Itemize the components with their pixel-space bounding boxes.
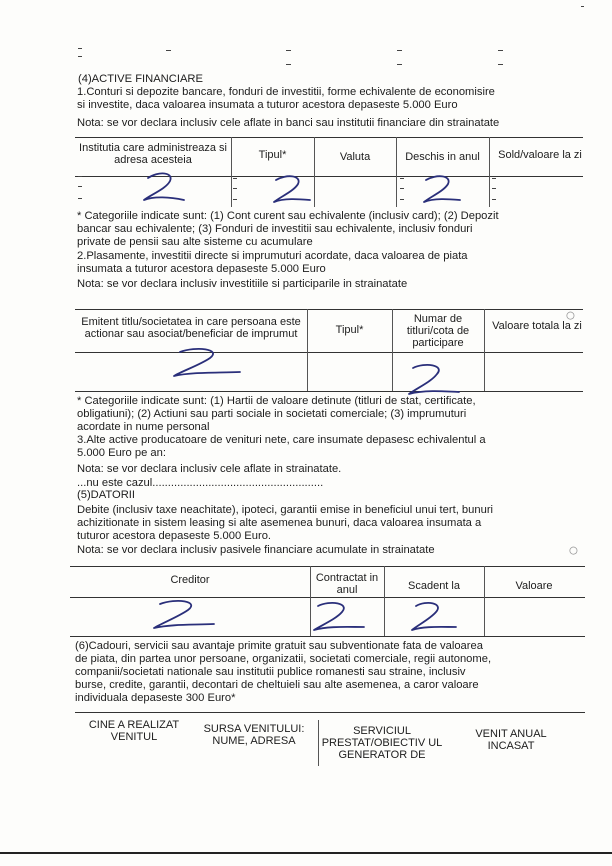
section4-p3-line2: 5.000 Euro pe an: [77,447,166,459]
scan-mark [498,64,503,65]
scan-mark [581,6,584,7]
section5-p-line2: achizitionate in sistem leasing si alte asemenea bunuri, daca valoarea insumata a [77,517,482,529]
section4-p2-line2: insumata a tuturor acestora depaseste 5.000 Euro [77,263,326,275]
z-strike-mark [140,170,190,204]
section4-p3-not-applicable: ...nu este cazul....................................................... [77,477,324,489]
scan-mark [397,50,402,51]
cat1-line3: private de pensii sau alte sisteme cu acumulare [77,236,313,248]
page-bottom-edge [0,852,612,854]
section4-p1-line1: 1.Conturi si depozite bancare, fonduri de investitii, forme echivalente de economisire [77,86,495,98]
cat1-line2: bancar sau echivalente; (3) Fonduri de investitii sau echivalente, inclusiv fonduri [77,223,473,235]
z-strike-mark [170,346,246,380]
z-strike-mark [405,362,465,398]
scan-mark [286,50,291,51]
col-venit-anual: VENIT ANUAL INCASAT [475,728,547,752]
z-strike-mark [420,172,466,206]
section4-p3-line1: 3.Alte active producatoare de venituri nete, care insumate depasesc echivalentul a [77,434,486,446]
section4-title: (4)ACTIVE FINANCIARE [78,73,203,85]
hole-punch-mark: ○ [568,540,579,560]
section4-p1-note: Nota: se vor declara inclusiv cele aflate in banci sau institutii financiare din strainatate [77,117,500,129]
scan-mark [397,64,402,65]
section4-p2-line1: 2.Plasamente, investitii directe si imprumuturi acordate, daca valoarea de piata [77,250,468,262]
z-strike-mark [310,600,370,634]
section5-p-line1: Debite (inclusiv taxe neachitate), ipoteci, garantii emise in beneficiul unui tert, bunuri [77,504,494,516]
section6-line2: de piata, din partea unor persoane, organizatii, societati comerciale, regii autonome, [75,653,492,665]
col-tipul: Tipul* [335,324,364,336]
col-valuta: Valuta [339,151,371,163]
scan-mark [286,64,291,65]
section6-line3: companii/societati nationale sau institutii publice romanesti sau straine, inclusiv [75,666,466,678]
col-numar-titluri: Numar de titluri/cota de participare [406,313,470,349]
z-strike-mark [150,598,220,632]
section6-line5: individuala depaseste 300 Euro* [75,692,236,704]
z-strike-mark [270,172,316,206]
hole-punch-mark: ○ [565,305,576,325]
col-deschis: Deschis in anul [405,151,480,163]
section6-line4: burse, credite, garantii, decontari de cheltuieli sau alte asemenea, a caror valoare [75,679,479,691]
section5-title: (5)DATORII [77,489,136,501]
section5-note: Nota: se vor declara inclusiv pasivele financiare acumulate in strainatate [77,544,435,556]
col-valoare-totala: Valoare totala la zi [492,320,582,332]
col-valoare: Valoare [515,580,553,592]
section4-p3-note: Nota: se vor declara inclusiv cele aflate in strainatate. [77,463,342,475]
section6-line1: (6)Cadouri, servicii sau avantaje primite gratuit sau subventionate fata de valoarea [75,640,483,652]
scan-mark [78,56,82,57]
scan-mark [78,48,82,49]
scan-mark [166,50,171,51]
cat2-line1: * Categoriile indicate sunt: (1) Hartii de valoare detinute (titluri de stat, certificate, [77,395,476,407]
cat2-line2: obligatiuni); (2) Actiuni sau parti sociale in societati comerciale; (3) imprumuturi [77,408,467,420]
section4-p2-note: Nota: se vor declara inclusiv investitiile si participarile in strainatate [77,278,408,290]
section4-p1-line2: si investite, daca valoarea insumata a tuturor acestora depaseste 5.000 Euro [77,99,458,111]
col-contractat: Contractat in anul [315,572,379,596]
col-sold: Sold/valoare la zi [498,149,582,161]
col-institutia: Institutia care administreaza si adresa acesteia [79,142,227,166]
section5-p-line3: tuturor acestora depaseste 5.000 Euro. [77,530,272,542]
col-scadent: Scadent la [408,580,460,592]
z-strike-mark [408,600,462,634]
cat1-line1: * Categoriile indicate sunt: (1) Cont curent sau echivalente (inclusiv card); (2) Depozit [77,210,499,222]
col-sursa-venitului: SURSA VENITULUI: NUME, ADRESA [203,723,305,747]
col-emitent: Emitent titlu/societatea in care persoana este actionar sau asociat/beneficiar de imprumut [81,316,301,340]
col-serviciul-prestat: SERVICIUL PRESTAT/OBIECTIV UL GENERATOR DE [321,725,443,761]
col-tipul: Tipul* [258,149,287,161]
scan-mark [498,50,503,51]
col-cine-a-realizat: CINE A REALIZAT VENITUL [88,719,180,743]
col-creditor: Creditor [170,574,210,586]
cat2-line3: acordate in nume personal [77,421,210,433]
